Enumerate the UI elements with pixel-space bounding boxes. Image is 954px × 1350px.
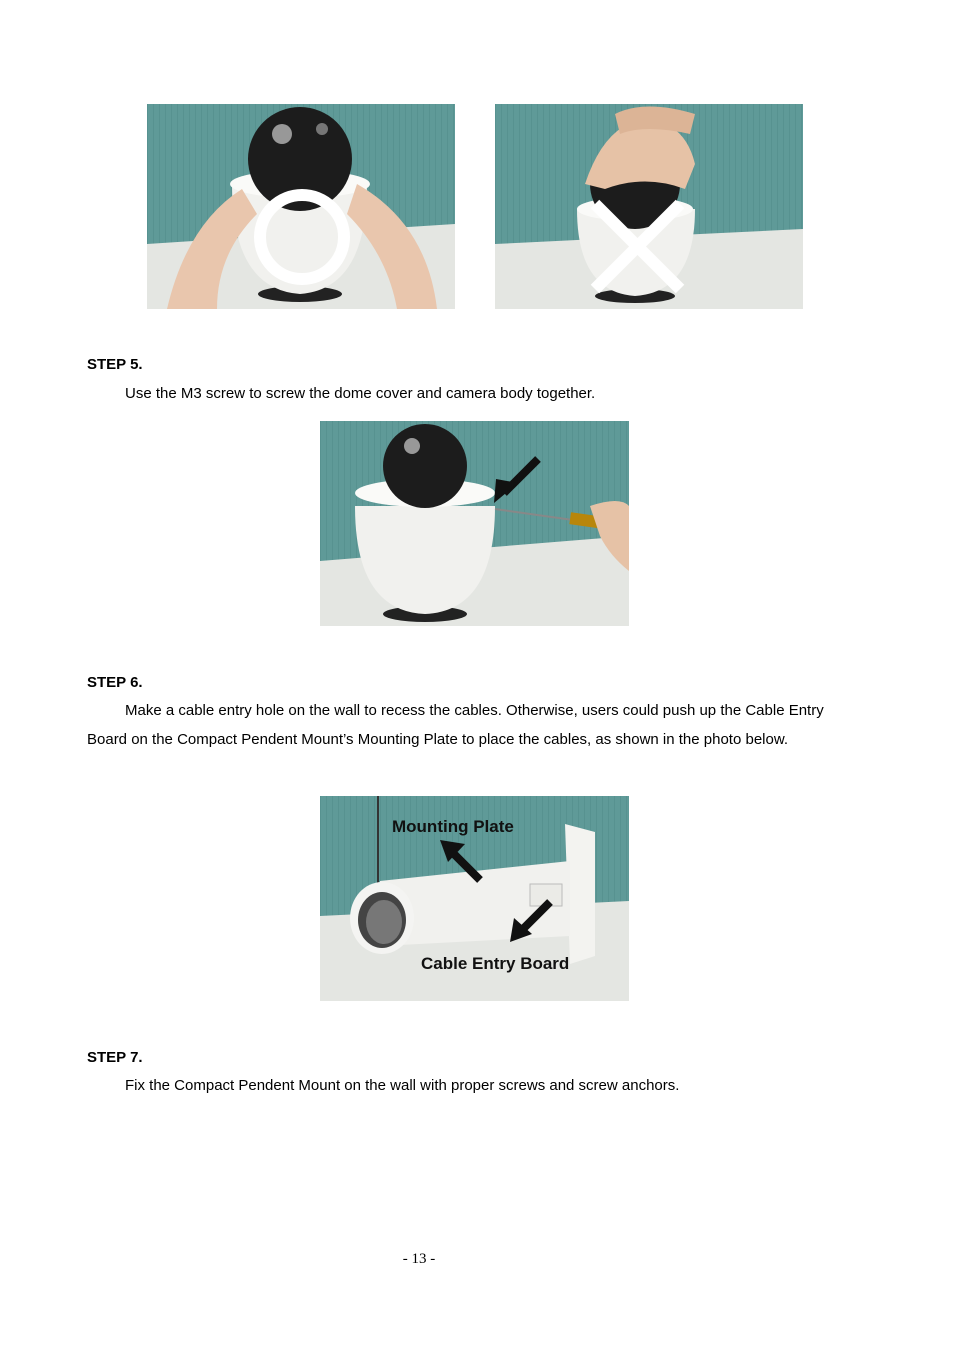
mounting-plate-label: Mounting Plate	[392, 817, 514, 836]
step-5-title: STEP 5.	[87, 356, 143, 373]
photo-correct-hold	[147, 104, 455, 309]
photo-incorrect-hold	[495, 104, 803, 309]
step-6-text: Make a cable entry hole on the wall to recess the cables. Otherwise, users could push up the Cable Entry Board on the Compact Pendent Mount’s Mounting Plate to place the cables, as shown in the photo below.	[87, 702, 824, 748]
step-7-text: Fix the Compact Pendent Mount on the wall with proper screws and screw anchors.	[125, 1077, 680, 1094]
cable-entry-board-label: Cable Entry Board	[421, 954, 570, 973]
step-5-text: Use the M3 screw to screw the dome cover and camera body together.	[125, 385, 596, 402]
page-number: - 13 -	[402, 1251, 436, 1267]
photo-pendent-mount	[320, 796, 629, 1001]
photo-screw-dome-cover	[320, 421, 629, 626]
step-6-title: STEP 6.	[87, 674, 143, 691]
step-7-title: STEP 7.	[87, 1049, 143, 1066]
